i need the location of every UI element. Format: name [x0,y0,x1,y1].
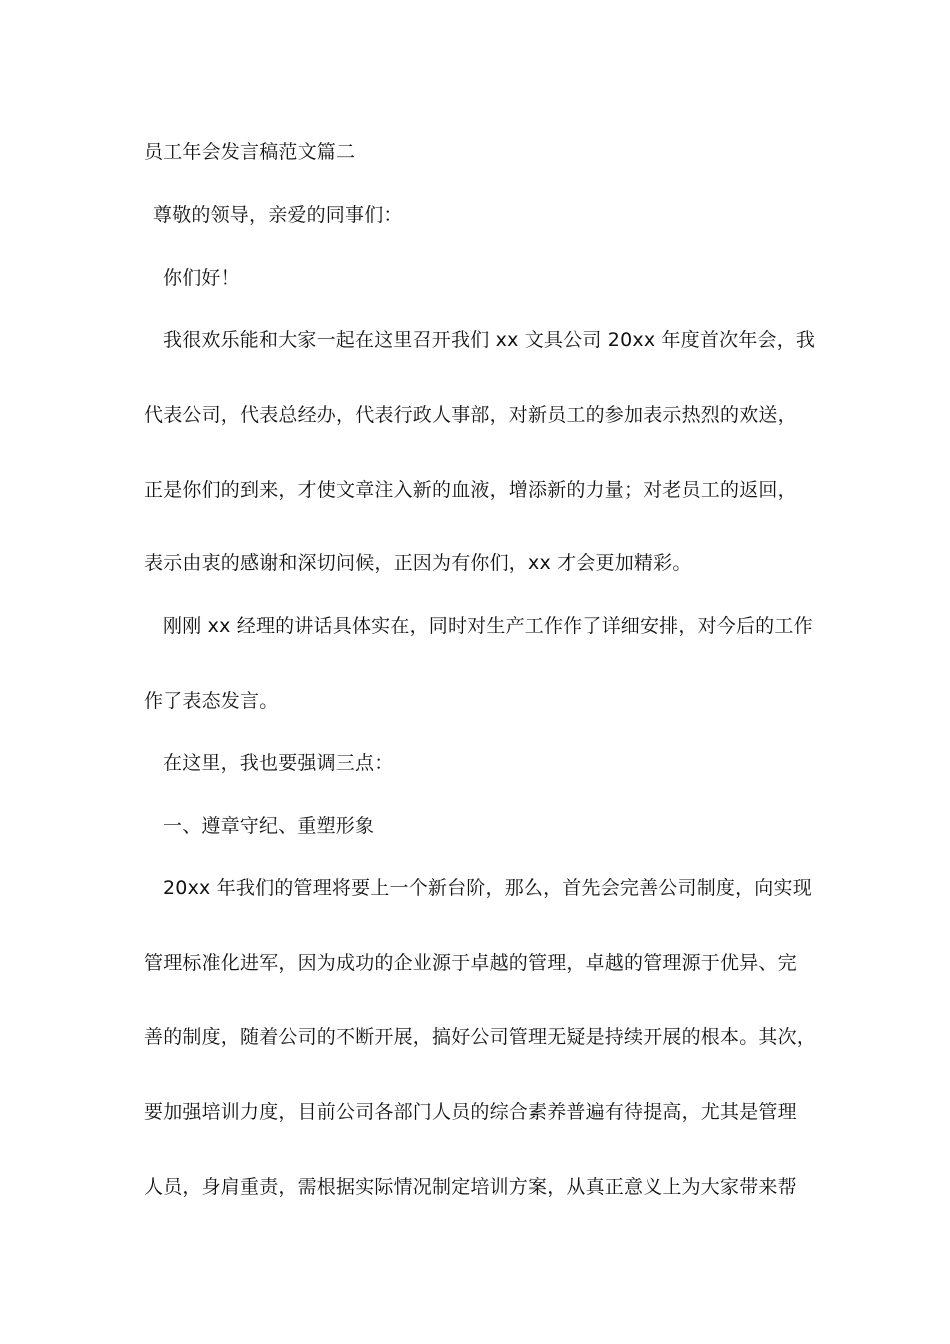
paragraph-line: 要加强培训力度，目前公司各部门人员的综合素养普遍有待提高，尤其是管理 [144,1101,797,1123]
paragraph-line: 代表公司，代表总经办，代表行政人事部，对新员工的参加表示热烈的欢送， [144,404,797,426]
paragraph-line: 我很欢乐能和大家一起在这里召开我们 xx 文具公司 20xx 年度首次年会，我 [163,329,816,351]
section-heading: 一、遵章守纪、重塑形象 [163,815,375,837]
document-title: 员工年会发言稿范文篇二 [144,141,356,163]
salutation: 尊敬的领导，亲爱的同事们： [153,204,403,226]
paragraph-line: 刚刚 xx 经理的讲话具体实在，同时对生产工作作了详细安排，对今后的工作 [163,615,813,637]
paragraph-line: 表示由衷的感谢和深切问候，正因为有你们，xx 才会更加精彩。 [144,552,692,574]
paragraph-line: 善的制度，随着公司的不断开展，搞好公司管理无疑是持续开展的根本。其次， [144,1026,817,1048]
paragraph-line: 在这里，我也要强调三点： [163,752,394,774]
paragraph-line: 正是你们的到来，才使文章注入新的血液，增添新的力量；对老员工的返回， [144,479,797,501]
paragraph-line: 20xx 年我们的管理将要上一个新台阶，那么，首先会完善公司制度，向实现 [163,877,812,899]
greeting: 你们好！ [163,267,240,289]
paragraph-line: 人员，身肩重责，需根据实际情况制定培训方案，从真正意义上为大家带来帮 [144,1176,797,1198]
paragraph-line: 作了表态发言。 [144,690,279,712]
paragraph-line: 管理标准化进军，因为成功的企业源于卓越的管理，卓越的管理源于优异、完 [144,952,797,974]
